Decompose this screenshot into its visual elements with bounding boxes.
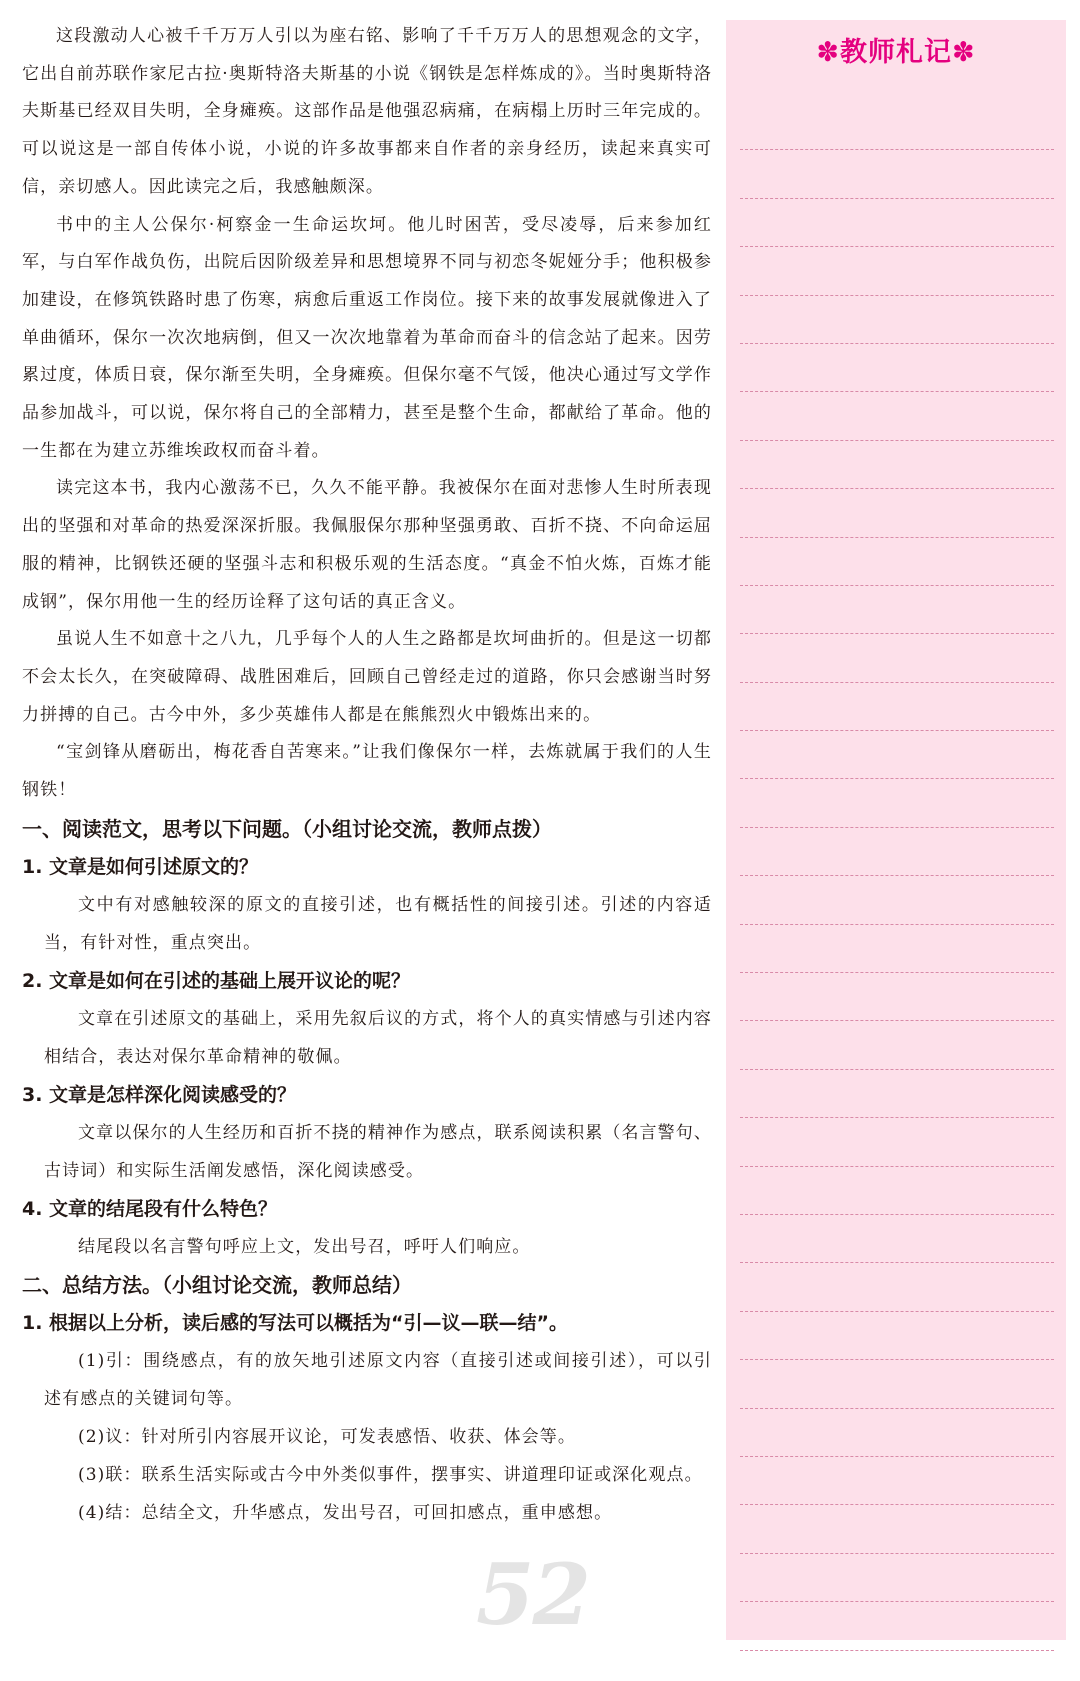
note-line xyxy=(740,538,1054,586)
note-line xyxy=(740,828,1054,876)
question-3: 3. 文章是怎样深化阅读感受的？ xyxy=(22,1083,297,1106)
note-line xyxy=(740,1457,1054,1505)
note-line xyxy=(740,1312,1054,1360)
method-point-jie: (4)结：总结全文，升华感点，发出号召，可回扣感点，重申感想。 xyxy=(78,1502,613,1523)
note-line xyxy=(740,1021,1054,1069)
note-line xyxy=(740,1602,1054,1650)
method-point-lian: (3)联：联系生活实际或古今中外类似事件，摆事实、讲道理印证或深化观点。 xyxy=(78,1464,703,1485)
note-line xyxy=(740,1070,1054,1118)
section1-heading: 一、阅读范文，思考以下问题。（小组讨论交流，教师点拨） xyxy=(22,816,552,841)
note-line xyxy=(740,779,1054,827)
main-column xyxy=(22,18,712,1532)
note-line xyxy=(740,247,1054,295)
section2-heading: 二、总结方法。（小组讨论交流，教师总结） xyxy=(22,1272,412,1297)
note-line xyxy=(740,102,1054,150)
essay-paragraph-3: 读完这本书，我内心激荡不已，久久不能平静。我被保尔在面对悲惨人生时所表现出的坚强和对革命的热爱深深折服。我佩服保尔那种坚强勇敢、百折不挠、不向命运屈服的精神，比钢铁还硬的坚强斗志和积极乐观的生活态度。“真金不怕火炼，百炼才能成钢”，保尔用他一生的经历诠释了这句话的真正含义。 xyxy=(22,478,712,612)
essay-paragraph-4: 虽说人生不如意十之八九，几乎每个人的人生之路都是坎坷曲折的。但是这一切都不会太长久，在突破障碍、战胜困难后，回顾自己曾经走过的道路，你只会感谢当时努力拼搏的自己。古今中外，多少英雄伟人都是在熊熊烈火中锻炼出来的。 xyxy=(22,629,712,725)
note-line xyxy=(740,1215,1054,1263)
note-line xyxy=(740,1554,1054,1602)
teacher-notes-title: ✽教师札记✽ xyxy=(816,37,976,68)
method-point-yi: (2)议：针对所引内容展开议论，可发表感悟、收获、体会等。 xyxy=(78,1426,576,1447)
note-line xyxy=(740,731,1054,779)
note-line xyxy=(740,150,1054,198)
note-line xyxy=(740,489,1054,537)
page-number: 52 xyxy=(476,1545,589,1644)
note-line xyxy=(740,441,1054,489)
teacher-notes-lines xyxy=(740,102,1054,1651)
note-line xyxy=(740,1505,1054,1553)
note-line xyxy=(740,925,1054,973)
essay-paragraph-5: “宝剑锋从磨砺出，梅花香自苦寒来。”让我们像保尔一样，去炼就属于我们的人生钢铁！ xyxy=(22,742,712,801)
note-line xyxy=(740,973,1054,1021)
question-1: 1. 文章是如何引述原文的？ xyxy=(22,855,259,878)
method-point-yin: (1)引：围绕感点，有的放矢地引述原文内容（直接引述或间接引述），可以引述有感点的关键词句等。 xyxy=(44,1350,712,1409)
note-line xyxy=(740,344,1054,392)
note-line xyxy=(740,1118,1054,1166)
note-line xyxy=(740,296,1054,344)
answer-1: 文中有对感触较深的原文的直接引述，也有概括性的间接引述。引述的内容适当，有针对性，重点突出。 xyxy=(44,894,712,953)
question-4: 4. 文章的结尾段有什么特色？ xyxy=(22,1197,278,1220)
note-line xyxy=(740,1409,1054,1457)
answer-3: 文章以保尔的人生经历和百折不挠的精神作为感点，联系阅读积累（名言警句、古诗词）和实际生活阐发感悟，深化阅读感受。 xyxy=(44,1122,712,1181)
teacher-notes-panel xyxy=(726,20,1066,1640)
method-item-1: 1. 根据以上分析，读后感的写法可以概括为“引—议—联—结”。 xyxy=(22,1311,569,1334)
note-line xyxy=(740,392,1054,440)
note-line xyxy=(740,683,1054,731)
answer-4: 结尾段以名言警句呼应上文，发出号召，呼吁人们响应。 xyxy=(78,1236,531,1257)
essay-paragraph-1: 这段激动人心被千千万万人引以为座右铭、影响了千千万万人的思想观念的文字，它出自前苏联作家尼古拉·奥斯特洛夫斯基的小说《钢铁是怎样炼成的》。当时奥斯特洛夫斯基已经双目失明，全身瘫痪。这部作品是他强忍病痛，在病榻上历时三年完成的。可以说这是一部自传体小说，小说的许多故事都来自作者的亲身经历，读起来真实可信，亲切感人。因此读完之后，我感触颇深。 xyxy=(22,26,712,197)
note-line xyxy=(740,199,1054,247)
essay-paragraph-2: 书中的主人公保尔·柯察金一生命运坎坷。他儿时困苦，受尽凌辱，后来参加红军，与白军作战负伤，出院后因阶级差异和思想境界不同与初恋冬妮娅分手；他积极参加建设，在修筑铁路时患了伤寒，病愈后重返工作岗位。接下来的故事发展就像进入了单曲循环，保尔一次次地病倒，但又一次次地靠着为革命而奋斗的信念站了起来。因劳累过度，体质日衰，保尔渐至失明，全身瘫痪。但保尔毫不气馁，他决心通过写文学作品参加战斗，可以说，保尔将自己的全部精力，甚至是整个生命，都献给了革命。他的一生都在为建立苏维埃政权而奋斗着。 xyxy=(22,214,712,461)
note-line xyxy=(740,1360,1054,1408)
question-2: 2. 文章是如何在引述的基础上展开议论的呢？ xyxy=(22,969,411,992)
note-line xyxy=(740,1167,1054,1215)
note-line xyxy=(740,876,1054,924)
note-line xyxy=(740,1263,1054,1311)
note-line xyxy=(740,634,1054,682)
answer-2: 文章在引述原文的基础上，采用先叙后议的方式，将个人的真实情感与引述内容相结合，表达对保尔革命精神的敬佩。 xyxy=(44,1008,712,1067)
note-line xyxy=(740,586,1054,634)
